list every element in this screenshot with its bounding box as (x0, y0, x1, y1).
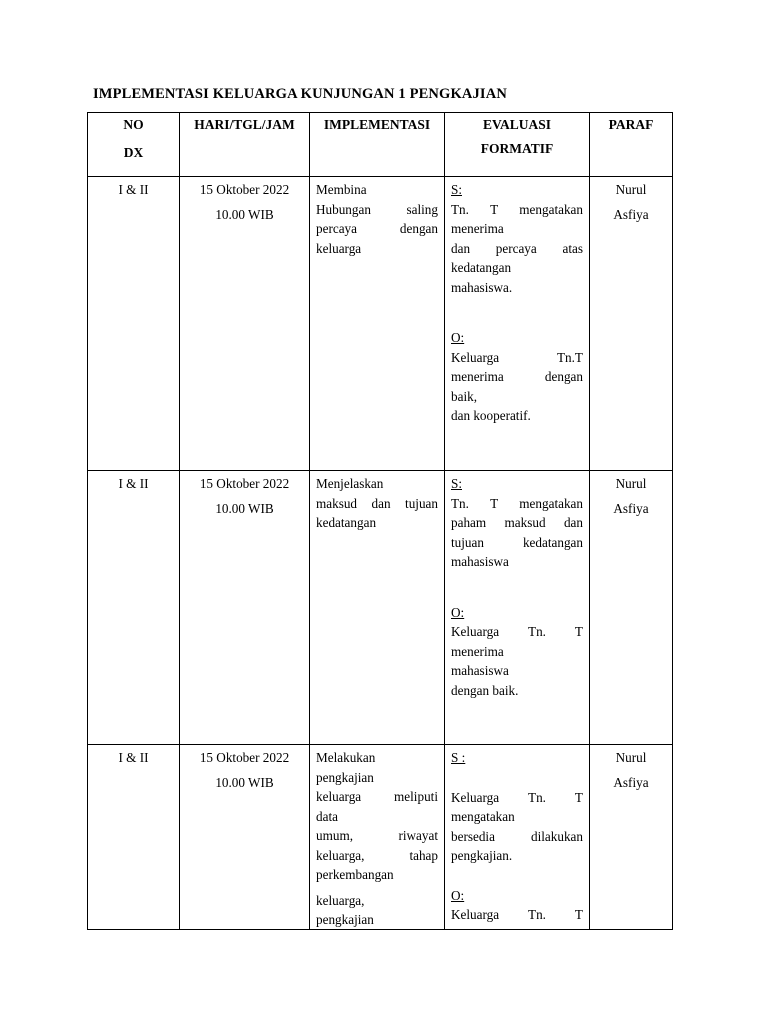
eval-line: mahasiswa (451, 663, 509, 678)
eval-line: tujuan kedatangan (451, 534, 583, 550)
signature-last-name: Asfiya (613, 207, 649, 222)
header-evaluasi (445, 113, 590, 177)
time-text: 10.00 WIB (215, 500, 274, 516)
objective-label: O: (451, 887, 465, 903)
date-text: 15 Oktober 2022 (199, 750, 290, 765)
impl-line: pengkajian (316, 912, 374, 927)
impl-line: perkembangan (316, 867, 394, 882)
signature-first-name: Nurul (615, 476, 647, 491)
header-date: HARI/TGL/JAM (180, 113, 310, 177)
cell-paraf (590, 177, 673, 471)
impl-line: keluarga, tahap (316, 847, 438, 863)
subjective-label: S : (451, 750, 466, 765)
impl-line: keluarga, (316, 892, 365, 908)
impl-line: umum, riwayat (316, 828, 438, 843)
eval-line: Keluarga Tn. T (451, 624, 583, 639)
cell-date (180, 177, 310, 471)
signature-last-name: Asfiya (613, 775, 649, 790)
impl-line: kedatangan (316, 515, 377, 530)
eval-line: Keluarga Tn. T (451, 789, 583, 805)
impl-line: keluarga (316, 240, 362, 256)
header-no-dx (88, 113, 180, 177)
eval-line: mahasiswa. (451, 279, 513, 295)
implementation-table (87, 112, 673, 930)
eval-line: dan percaya atas (451, 240, 583, 256)
table-row (88, 177, 673, 471)
cell-dx: I & II (88, 177, 180, 471)
objective-label: O: (451, 604, 465, 620)
impl-line: Melakukan (316, 750, 376, 765)
cell-date (180, 471, 310, 745)
eval-line: Keluarga Tn.T (451, 349, 583, 365)
impl-line: Membina (316, 182, 367, 197)
eval-line: kedatangan (451, 260, 512, 275)
header-evaluasi-label: EVALUASI (482, 117, 552, 132)
cell-implementasi (310, 177, 445, 471)
impl-line: maksud dan tujuan (316, 495, 438, 511)
cell-dx: I & II (88, 471, 180, 745)
eval-line: dan kooperatif. (451, 408, 531, 423)
date-text: 15 Oktober 2022 (199, 182, 290, 197)
time-text: 10.00 WIB (215, 206, 274, 222)
header-paraf: PARAF (590, 113, 673, 177)
cell-date (180, 745, 310, 930)
eval-line: menerima (451, 221, 504, 236)
eval-line: baik, (451, 388, 478, 404)
cell-implementasi (310, 745, 445, 930)
eval-line: pengkajian. (451, 848, 513, 863)
impl-line: percaya dengan (316, 221, 438, 236)
header-no-label: NO (123, 117, 144, 132)
header-formatif-label: FORMATIF (480, 141, 554, 156)
subjective-label: S: (451, 182, 462, 197)
document-title: IMPLEMENTASI KELUARGA KUNJUNGAN 1 PENGKAJIAN (93, 86, 507, 102)
cell-evaluasi (445, 177, 590, 471)
signature-last-name: Asfiya (613, 501, 649, 516)
eval-line: Tn. T mengatakan (451, 495, 583, 511)
subjective-label: S: (451, 476, 462, 491)
impl-line: data (316, 808, 338, 824)
table-row (88, 745, 673, 930)
cell-implementasi (310, 471, 445, 745)
eval-line: menerima dengan (451, 369, 583, 384)
signature-first-name: Nurul (615, 750, 647, 765)
eval-line: bersedia dilakukan (451, 828, 583, 844)
cell-dx: I & II (88, 745, 180, 930)
table-header-row (88, 113, 673, 177)
objective-label: O: (451, 330, 465, 345)
date-text: 15 Oktober 2022 (199, 476, 290, 491)
impl-line: Hubungan saling (316, 201, 438, 217)
signature-first-name: Nurul (615, 182, 647, 197)
eval-line: mengatakan (451, 809, 515, 824)
eval-line: Tn. T mengatakan (451, 201, 583, 217)
cell-paraf (590, 471, 673, 745)
eval-line: paham maksud dan (451, 515, 583, 530)
header-dx-label: DX (123, 145, 144, 160)
impl-line: pengkajian (316, 769, 374, 785)
eval-line: mahasiswa (451, 554, 509, 569)
eval-line: menerima (451, 643, 504, 659)
cell-evaluasi (445, 471, 590, 745)
eval-line: Keluarga Tn. T (451, 907, 583, 922)
eval-line: dengan baik. (451, 682, 519, 698)
impl-line: keluarga meliputi (316, 789, 438, 804)
time-text: 10.00 WIB (215, 774, 274, 790)
table-row (88, 471, 673, 745)
cell-paraf (590, 745, 673, 930)
impl-line: Menjelaskan (316, 476, 384, 491)
cell-evaluasi (445, 745, 590, 930)
header-implementasi: IMPLEMENTASI (310, 113, 445, 177)
